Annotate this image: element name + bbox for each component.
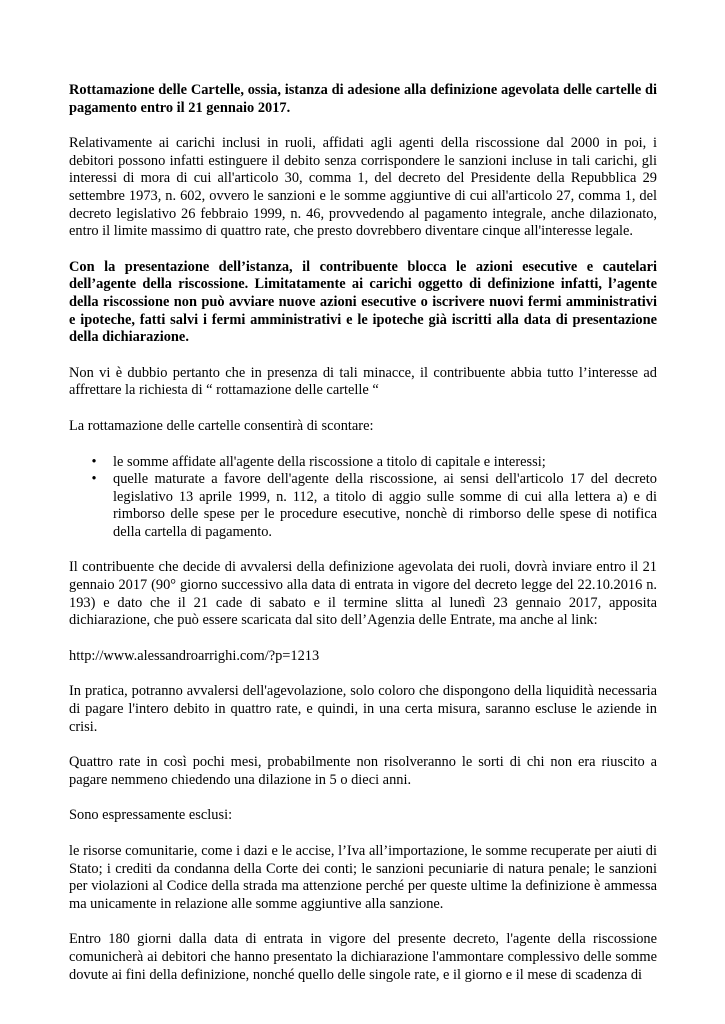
paragraph-quattro-rate: Quattro rate in così pochi mesi, probabilmente non risolveranno le sorti di chi non era riuscito a pagare nemmeno chiedendo una dilazione in 5 o dieci anni.: [69, 754, 657, 788]
paragraph-contribuente: Il contribuente che decide di avvalersi della definizione agevolata dei ruoli, dovrà inviare entro il 21 gennaio 2017 (90° giorno successivo alla data di entrata in vigore del decreto legge del 22.10.2016 n. 193) e dato che il 21 cade di sabato e il termine slitta al lunedì 23 gennaio 2017, apposita dichiarazione, che può essere scaricata dal sito dell’Agenzia delle Entrate, ma anche al link:: [69, 559, 657, 629]
paragraph-entro-180: Entro 180 giorni dalla data di entrata in vigore del presente decreto, l'agente della riscossione comunicherà ai debitori che hanno presentato la dichiarazione l'ammontare complessivo delle somme dovute ai fini della definizione, nonché quello delle singole rate, e il giorno e il mese di scadenza di: [69, 931, 657, 983]
bullet-icon: •: [91, 471, 97, 488]
paragraph-carichi: Relativamente ai carichi inclusi in ruoli, affidati agli agenti della riscossione dal 2000 in poi, i debitori possono infatti estinguere il debito senza corrispondere le sanzioni incluse in tali carichi, gli interessi di mora di cui all'articolo 30, comma 1, del decreto del Presidente della Repubblica 29 settembre 1973, n. 602, ovvero le sanzioni e le somme aggiuntive di cui all'articolo 27, comma 1, del decreto legislativo 26 febbraio 1999, n. 46, provvedendo al pagamento integrale, anche dilazionato, entro il limite massimo di quattro rate, che presto dovrebbero diventare cinque all'interesse legale.: [69, 135, 657, 240]
document-title: Rottamazione delle Cartelle, ossia, istanza di adesione alla definizione agevolata delle cartelle di pagamento entro il 21 gennaio 2017.: [69, 82, 657, 116]
document-page: [69, 82, 657, 984]
paragraph-pratica: In pratica, potranno avvalersi dell'agevolazione, solo coloro che dispongono della liquidità necessaria di pagare l'intero debito in quattro rate, e quindi, in una certa misura, saranno escluse le aziende in crisi.: [69, 683, 657, 735]
paragraph-esclusi-heading: Sono espressamente esclusi:: [69, 807, 233, 824]
list-item: [69, 471, 657, 541]
list-item: [69, 454, 657, 472]
paragraph-istanza-bold: Con la presentazione dell’istanza, il contribuente blocca le azioni esecutive e cautelari dell’agente della riscossione. Limitatamente ai carichi oggetto di definizione infatti, l’agente della riscossione non può avviare nuove azioni esecutive o iscrivere nuovi fermi amministrativi e ipoteche, fatti salvi i fermi amministrativi e le ipoteche già iscritti alla data di presentazione della dichiarazione.: [69, 258, 657, 346]
paragraph-risorse: le risorse comunitarie, come i dazi e le accise, l’Iva all’importazione, le somme recuperate per aiuti di Stato; i crediti da condanna della Corte dei conti; le sanzioni pecuniarie di natura penale; le sanzioni per violazioni al Codice della strada ma attenzione perché per queste ultime la definizione è ammessa ma unicamente in relazione alle somme aggiuntive alla sanzione.: [69, 843, 657, 912]
bullet-icon: •: [91, 453, 97, 470]
list-item-text: quelle maturate a favore dell'agente della riscossione, ai sensi dell'articolo 17 del decreto legislativo 13 aprile 1999, n. 112, a titolo di aggio sulle somme di cui alla lettera a) e di rimborso delle spese per le procedure esecutive, nonchè di rimborso delle spese di notifica della cartella di pagamento.: [113, 471, 657, 540]
link-text: http://www.alessandroarrighi.com/?p=1213: [69, 647, 320, 664]
paragraph-minacce: Non vi è dubbio pertanto che in presenza di tali minacce, il contribuente abbia tutto l’interesse ad affrettare la richiesta di “ rottamazione delle cartelle “: [69, 364, 657, 399]
bullet-list: [69, 454, 657, 542]
paragraph-scontare: La rottamazione delle cartelle consentirà di scontare:: [69, 417, 374, 434]
list-item-text: le somme affidate all'agente della riscossione a titolo di capitale e interessi;: [113, 453, 546, 470]
